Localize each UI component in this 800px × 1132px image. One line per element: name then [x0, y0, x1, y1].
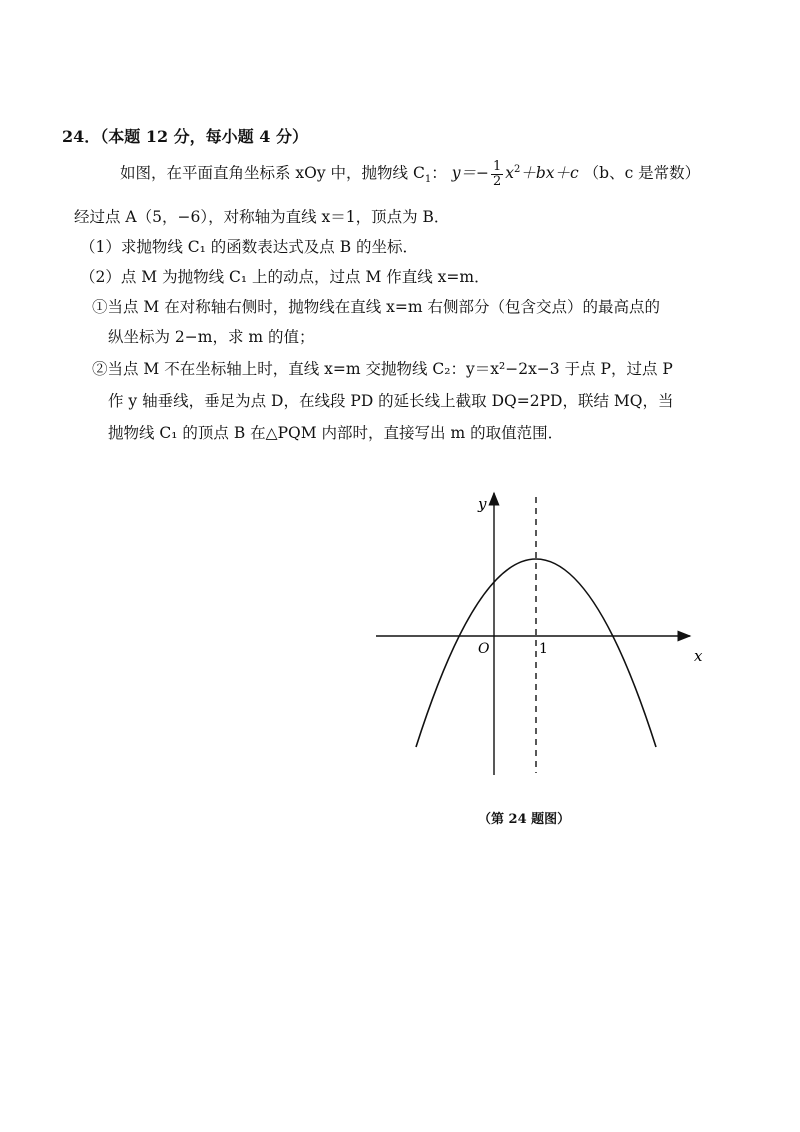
sub-question-1-line-2: 纵坐标为 2−m，求 m 的值； [108, 328, 315, 346]
intro-subscript: 1 [424, 174, 432, 186]
part-2: （2）点 M 为抛物线 C₁ 上的动点，过点 M 作直线 x=m． [80, 268, 490, 286]
parabola-figure [370, 485, 710, 785]
equation-rest: ＋bx＋c [520, 164, 579, 183]
sub-question-2-line-1: ②当点 M 不在坐标轴上时，直线 x=m 交抛物线 C₂：y＝x²−2x−3 于点 P，过点 P [92, 360, 673, 378]
fraction-denominator: 2 [492, 173, 502, 189]
question-line-2: 经过点 A（5，−6），对称轴为直线 x＝1，顶点为 B． [74, 208, 450, 226]
equation-x: x [505, 164, 514, 183]
fraction-numerator: 1 [492, 159, 502, 174]
tick-label-1: 1 [539, 641, 548, 657]
equation-exponent: 2 [513, 163, 521, 175]
sub-question-2-line-2: 作 y 轴垂线，垂足为点 D，在线段 PD 的延长线上截取 DQ=2PD，联结 MQ，当 [108, 392, 674, 410]
equation-lhs: y＝− [451, 164, 489, 183]
question-intro-line [120, 160, 700, 188]
equation-fraction [491, 160, 503, 188]
intro-text-1: 如图，在平面直角坐标系 xOy 中，抛物线 C [120, 164, 425, 183]
y-axis-label: y [478, 495, 487, 513]
part-1: （1）求抛物线 C₁ 的函数表达式及点 B 的坐标． [80, 238, 419, 256]
intro-colon: ： [431, 164, 447, 183]
sub-question-1-line-1: ①当点 M 在对称轴右侧时，抛物线在直线 x=m 右侧部分（包含交点）的最高点的 [92, 298, 661, 316]
x-axis-label: x [694, 647, 703, 665]
figure-caption: （第 24 题图） [478, 812, 571, 827]
intro-text-3: （b、c 是常数） [583, 164, 701, 183]
figure-svg [370, 485, 710, 785]
question-header: 24．（本题 12 分，每小题 4 分） [62, 127, 308, 146]
origin-label: O [478, 641, 490, 657]
sub-question-2-line-3: 抛物线 C₁ 的顶点 B 在△PQM 内部时，直接写出 m 的取值范围． [108, 424, 564, 442]
